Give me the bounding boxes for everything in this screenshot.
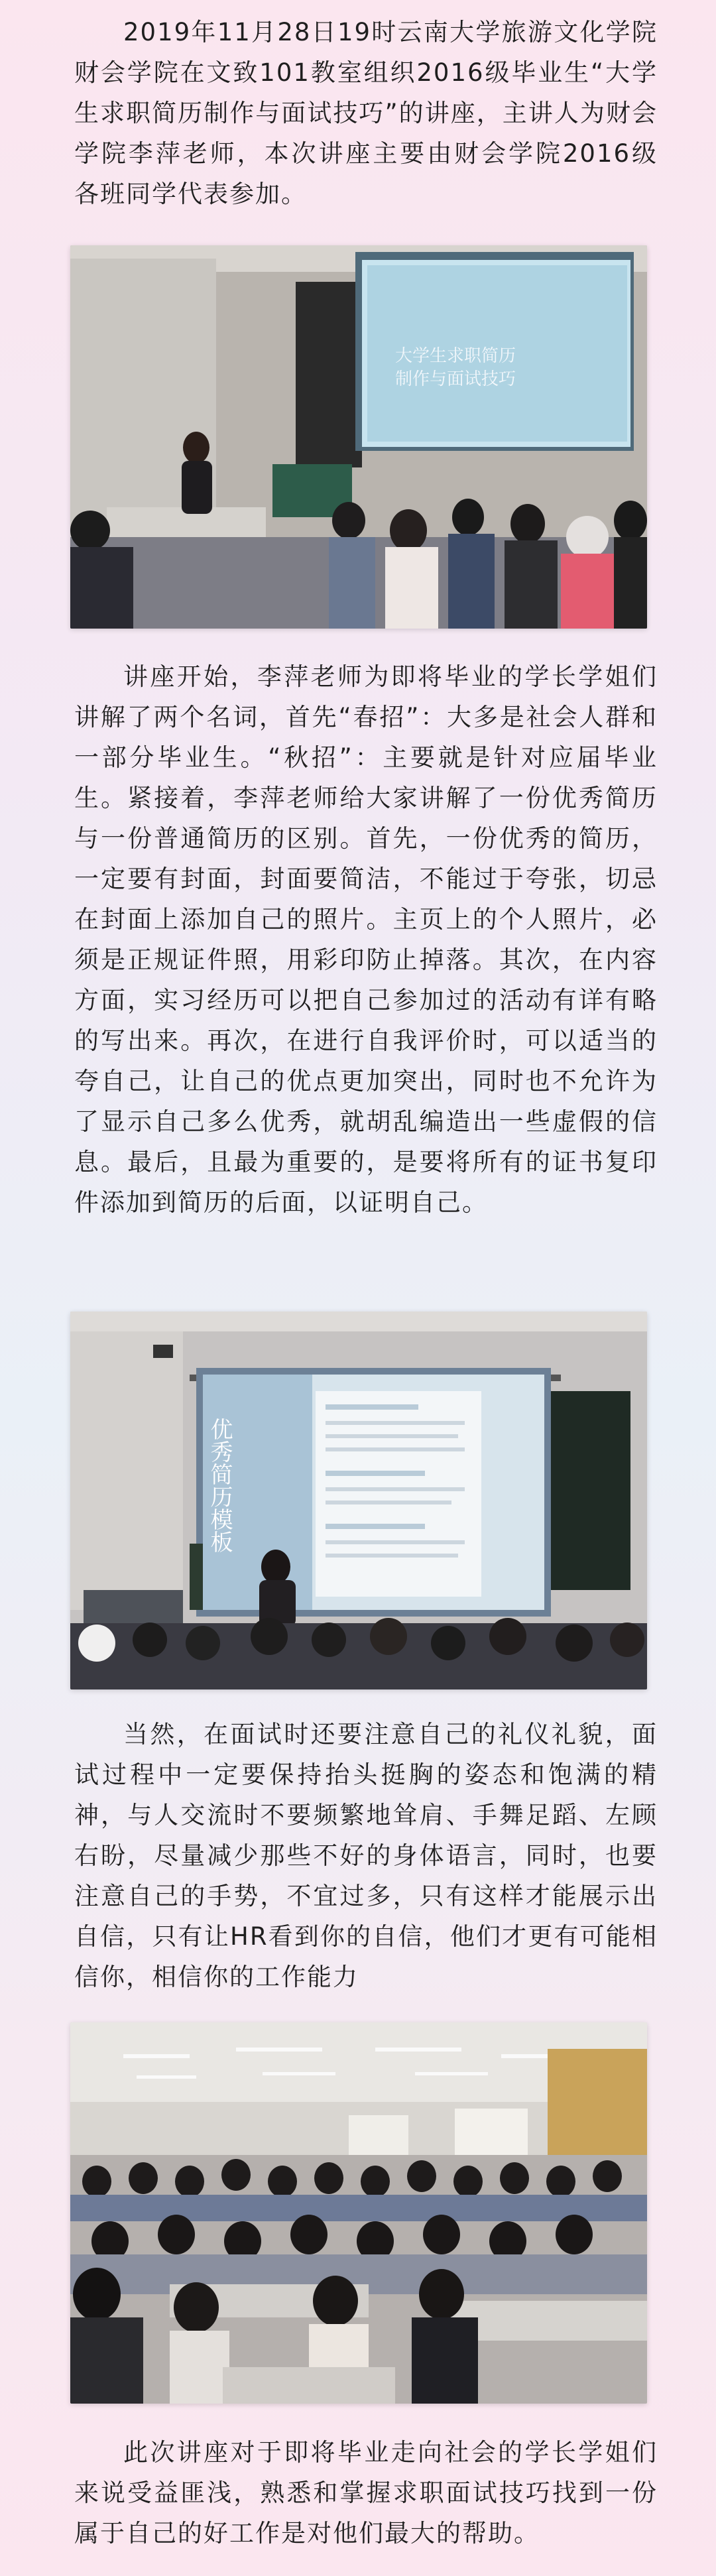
- slide-title-line1: 大学生求职简历: [395, 346, 516, 366]
- intro-paragraph: 2019年11月28日19时云南大学旅游文化学院财会学院在文致101教室组织2016级毕业生“大学生求职简历制作与面试技巧”的讲座，主讲人为财会学院李萍老师，本次讲座主要由财会学院2016级各班同学代表参加。: [74, 18, 658, 208]
- audience-photo: [70, 2022, 647, 2404]
- slide-title-line2: 制作与面试技巧: [395, 369, 516, 389]
- lecture-photo-1: [70, 245, 647, 629]
- lecture-content-paragraph: 讲座开始，李萍老师为即将毕业的学长学姐们讲解了两个名词，首先“春招”：大多是社会人群和一部分毕业生。“秋招”：主要就是针对应届毕业生。紧接着，李萍老师给大家讲解了一份优秀简历与一份普通简历的区别。首先，一份优秀的简历，一定要有封面，封面要简洁，不能过于夸张，切忌在封面上添加自己的照片。主页上的个人照片，必须是正规证件照，用彩印防止掉落。其次，在内容方面，实习经历可以把自己参加过的活动有详有略的写出来。再次，在进行自我评价时，可以适当的夸自己，让自己的优点更加突出，同时也不允许为了显示自己多么优秀，就胡乱编造出一些虚假的信息。最后，且最为重要的，是要将所有的证书复印件添加到简历的后面，以证明自己。: [74, 662, 658, 1217]
- slide-resume-title: 优秀简历模板: [206, 1418, 233, 1553]
- lecture-photo-2: [70, 1312, 647, 1689]
- closing-paragraph: 此次讲座对于即将毕业走向社会的学长学姐们来说受益匪浅，熟悉和掌握求职面试技巧找到一份属于自己的好工作是对他们最大的帮助。: [74, 2438, 658, 2547]
- interview-etiquette-paragraph: 当然，在面试时还要注意自己的礼仪礼貌，面试过程中一定要保持抬头挺胸的姿态和饱满的精神，与人交流时不要频繁地耸肩、手舞足蹈、左顾右盼，尽量减少那些不好的身体语言，同时，也要注意自己的手势，不宜过多，只有这样才能展示出自信，只有让HR看到你的自信，他们才更有可能相信你，相信你的工作能力: [74, 1720, 658, 1991]
